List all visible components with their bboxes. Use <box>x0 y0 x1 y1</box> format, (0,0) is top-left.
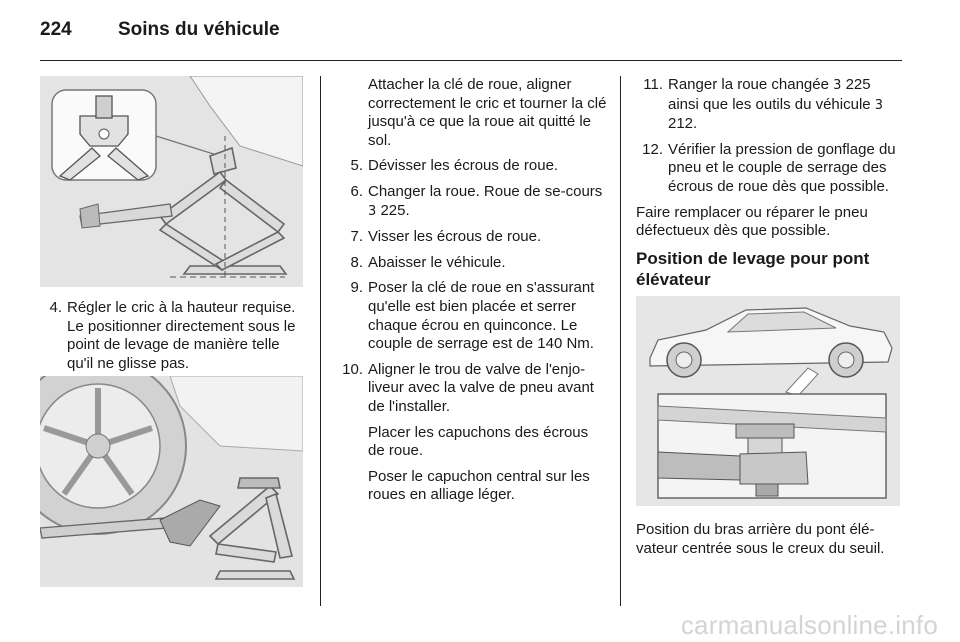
page-number: 224 <box>40 19 72 40</box>
page-reference[interactable]: 212. <box>668 115 698 133</box>
page-reference-icon: 3 <box>874 97 884 113</box>
column-1 <box>40 299 306 380</box>
figure-lift-position <box>636 296 900 506</box>
step-text: Visser les écrous de roue. <box>368 228 542 246</box>
step-8 <box>336 254 608 273</box>
column-3 <box>636 76 904 300</box>
step-number: 9. <box>350 279 363 297</box>
step-4-continuation: Attacher la clé de roue, aligner correctement le cric et tourner la clé jusqu'à ce que la roue ait quitté le sol. <box>368 76 607 149</box>
column-divider-1 <box>320 76 321 606</box>
step-text: Poser la clé de roue en s'assurant qu'elle est bien placée et serrer chaque écrou en quinconce. Le couple de serrage est de 140 Nm. <box>368 279 595 353</box>
step-10-paragraph-2: Poser le capuchon central sur les roues en alliage léger. <box>368 467 590 504</box>
figure-jack-under-car <box>40 376 303 587</box>
step-5 <box>336 157 608 176</box>
page-reference-icon: 3 <box>833 78 842 93</box>
step-text: Régler le cric à la hauteur requise. Le positionner directement sous le point de levage de manière telle qu'il ne glisse pas. <box>67 299 296 372</box>
step-9 <box>336 279 608 353</box>
column-divider-2 <box>620 76 621 606</box>
step-number: 4. <box>49 299 62 316</box>
step-10 <box>336 361 608 417</box>
step-text: Abaisser le véhicule. <box>368 253 506 271</box>
figure-jack-detail <box>40 76 303 287</box>
step-text: Dévisser les écrous de roue. <box>368 157 559 175</box>
step-number: 5. <box>350 157 363 175</box>
step-text: Aligner le trou de valve de l'enjo-liveur avec la valve de pneu avant de l'installer. <box>368 360 594 415</box>
header-rule <box>40 60 902 61</box>
figure-caption: Position du bras arrière du pont élé-vateur centrée sous le creux du seuil. <box>636 521 885 557</box>
page-title: Soins du véhicule <box>118 19 280 40</box>
page-reference[interactable]: 225 <box>845 76 871 93</box>
step-number: 8. <box>350 253 363 271</box>
step-12 <box>636 141 904 197</box>
page-reference-icon: 3 <box>368 203 377 219</box>
column-2 <box>336 76 608 512</box>
step-number: 6. <box>350 182 363 200</box>
step-number: 12. <box>642 140 663 158</box>
step-text: Changer la roue. Roue de se-cours <box>368 182 603 200</box>
step-10-paragraph-1: Placer les capuchons des écrous de roue. <box>368 423 589 460</box>
step-number: 7. <box>350 228 363 246</box>
step-number: 11. <box>643 76 663 93</box>
step-text: ainsi que les outils du véhicule <box>668 95 871 113</box>
step-number: 10. <box>342 360 363 378</box>
watermark: carmanualsonline.info <box>680 610 938 640</box>
step-4 <box>40 299 306 373</box>
figure-caption-container <box>636 521 904 565</box>
section-heading: Position de levage pour pont élévateur <box>636 248 870 289</box>
step-text: Vérifier la pression de gonflage du pneu et le couple de serrage des écrous de roue dès que possible. <box>668 140 896 195</box>
step-text: Ranger la roue changée <box>668 76 829 93</box>
page-reference[interactable]: 225. <box>380 201 410 219</box>
step-6 <box>336 183 608 221</box>
step-11 <box>636 76 904 134</box>
step-7 <box>336 228 608 247</box>
note-paragraph: Faire remplacer ou réparer le pneu défectueux dès que possible. <box>636 203 868 240</box>
